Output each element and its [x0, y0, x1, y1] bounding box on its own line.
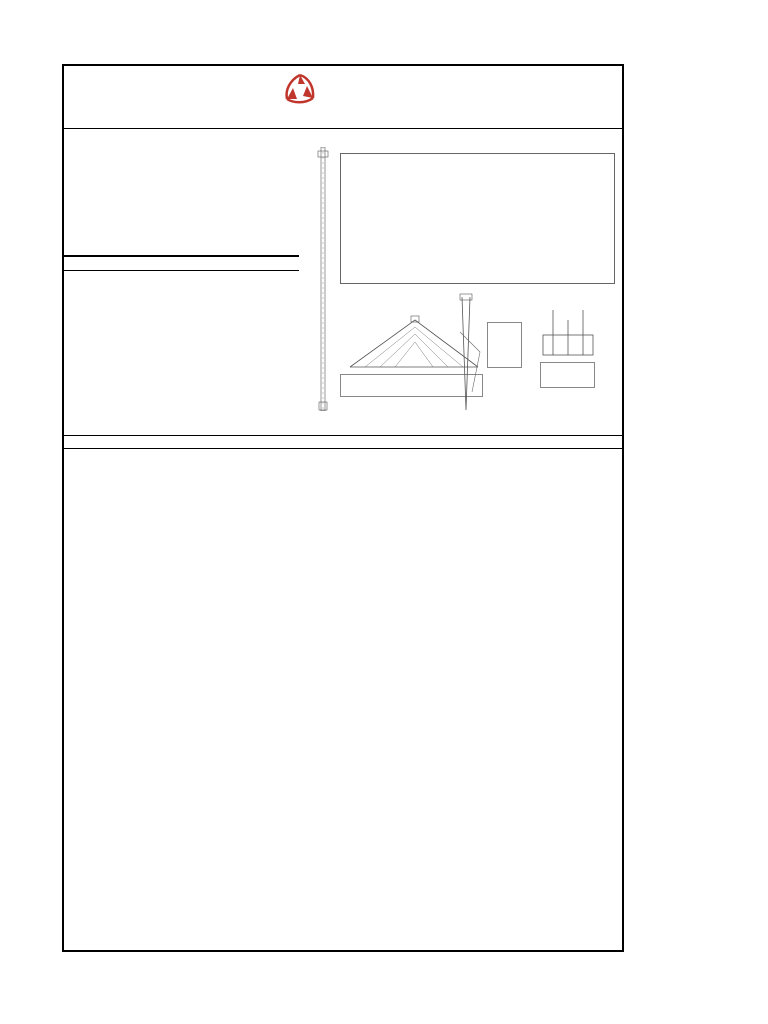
details-header [64, 255, 299, 271]
self-raising-pole-drawing [452, 292, 486, 412]
headframe-drawing [538, 310, 598, 360]
monopole-drawing [315, 147, 331, 411]
headframe-caption [540, 362, 595, 388]
header-rule [64, 128, 623, 129]
are-logo-icon [283, 72, 317, 106]
self-raising-caption [487, 322, 522, 368]
drawing-area[interactable] [340, 153, 615, 284]
are-logo [283, 72, 393, 106]
appurtenance-header [64, 435, 622, 449]
